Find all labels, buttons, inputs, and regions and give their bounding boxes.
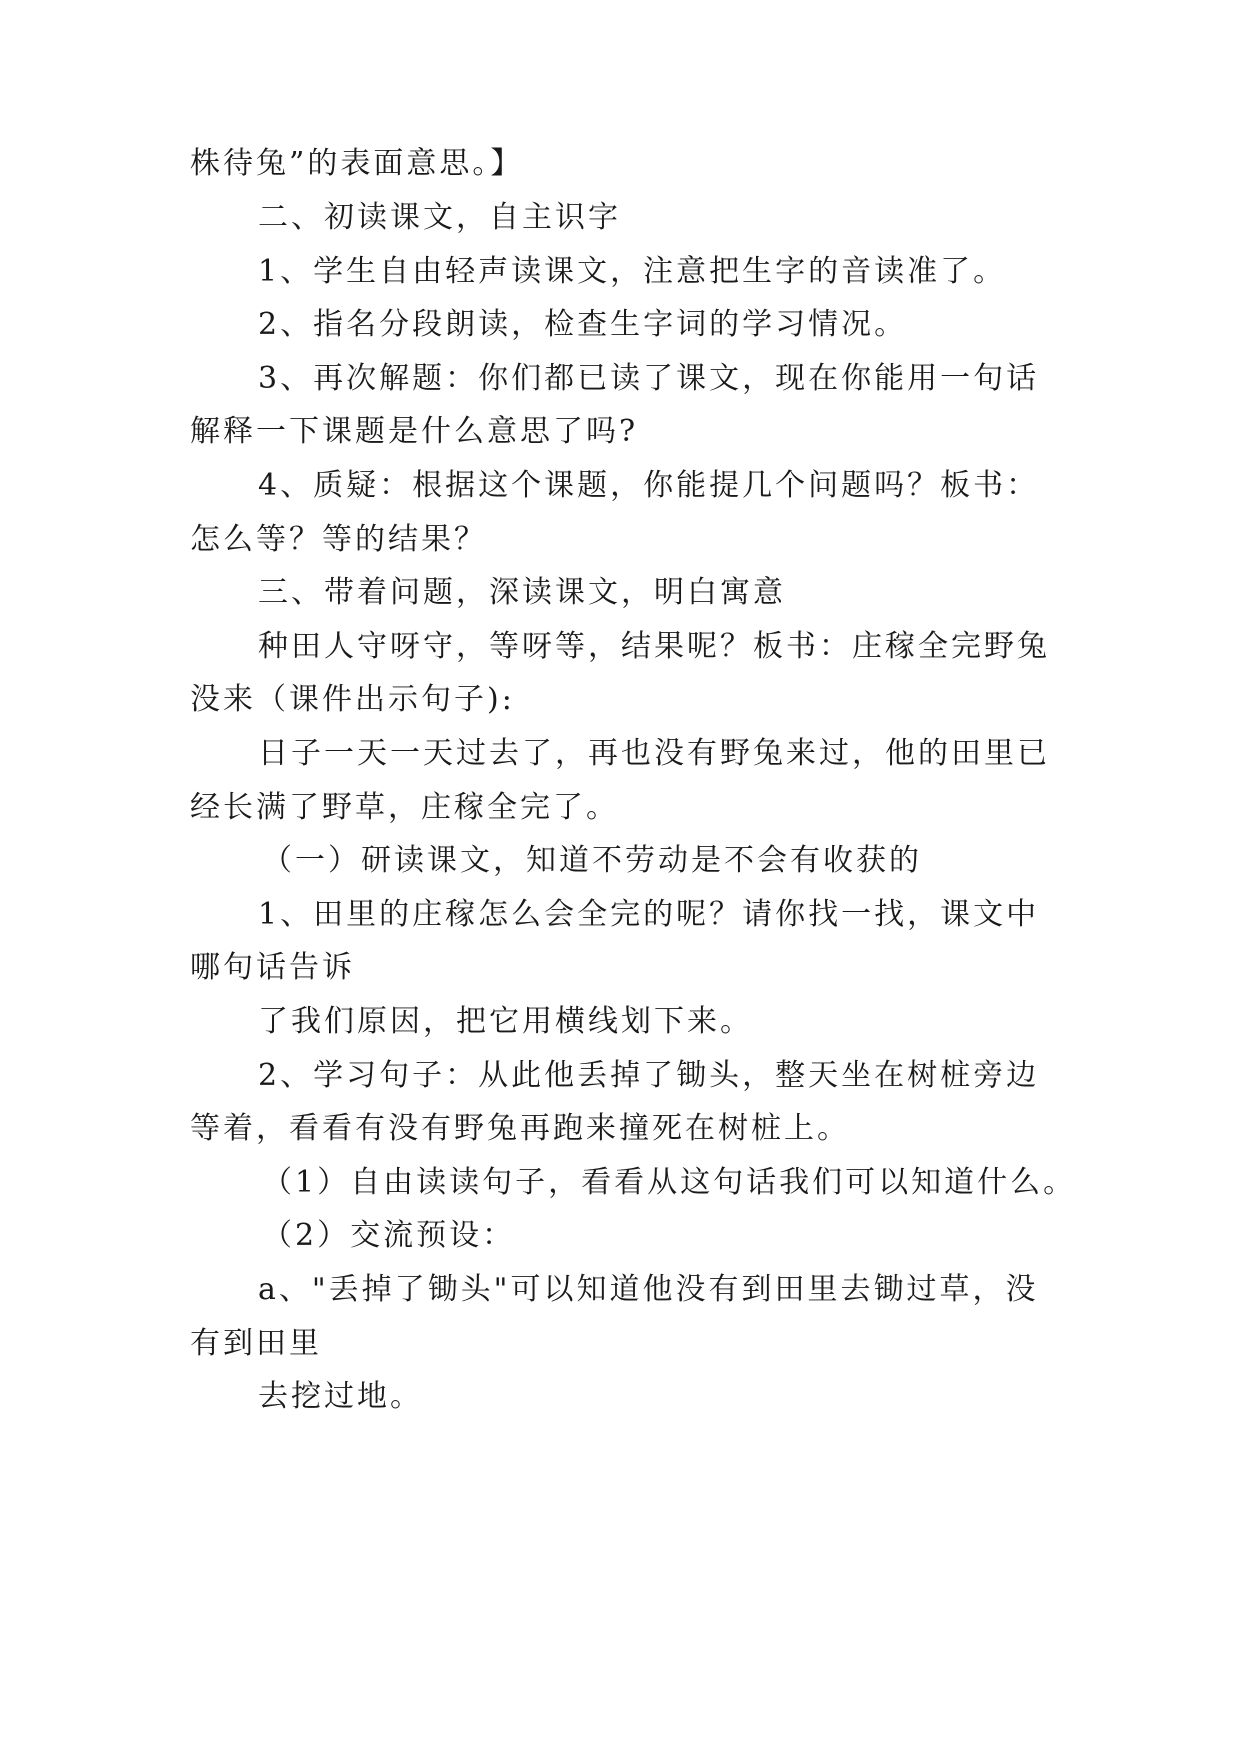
text-line: 没来（课件出示句子):	[190, 682, 515, 717]
text-line: （2）交流预设：	[262, 1218, 516, 1253]
subsection-heading: （一）研读课文，知道不劳动是不会有收获的	[262, 843, 922, 878]
text-line: （1）自由读读句子，看看从这句话我们可以知道什么。	[262, 1165, 1077, 1200]
text-line: 日子一天一天过去了，再也没有野兔来过，他的田里已	[258, 736, 1050, 771]
text-line: 2、学习句子：从此他丢掉了锄头，整天坐在树桩旁边	[258, 1058, 1040, 1093]
text-line: 种田人守呀守，等呀等，结果呢？板书：庄稼全完野兔	[258, 629, 1050, 664]
text-line: 等着，看看有没有野兔再跑来撞死在树桩上。	[190, 1111, 850, 1146]
text-line: 哪句话告诉	[190, 950, 355, 985]
text-line: 了我们原因，把它用横线划下来。	[258, 1004, 753, 1039]
text-line: 有到田里	[190, 1326, 322, 1361]
text-line: 3、再次解题：你们都已读了课文，现在你能用一句话	[258, 361, 1040, 396]
text-line: 2、指名分段朗读，检查生字词的学习情况。	[258, 307, 908, 342]
text-line: 1、学生自由轻声读课文，注意把生字的音读准了。	[258, 254, 1007, 289]
text-line: 4、质疑：根据这个课题，你能提几个问题吗？板书：	[258, 468, 1040, 503]
section-heading: 二、初读课文，自主识字	[258, 200, 621, 235]
text-line: 怎么等？等的结果？	[190, 522, 487, 557]
text-line: 去挖过地。	[258, 1379, 423, 1414]
text-line: 解释一下课题是什么意思了吗?	[190, 414, 639, 449]
section-heading: 三、带着问题，深读课文，明白寓意	[258, 575, 786, 610]
text-line: 株待兔”的表面意思。】	[190, 146, 524, 181]
text-line: 1、田里的庄稼怎么会全完的呢？请你找一找，课文中	[258, 897, 1040, 932]
text-line: a、"丢掉了锄头"可以知道他没有到田里去锄过草，没	[258, 1272, 1039, 1307]
text-line: 经长满了野草，庄稼全完了。	[190, 790, 619, 825]
